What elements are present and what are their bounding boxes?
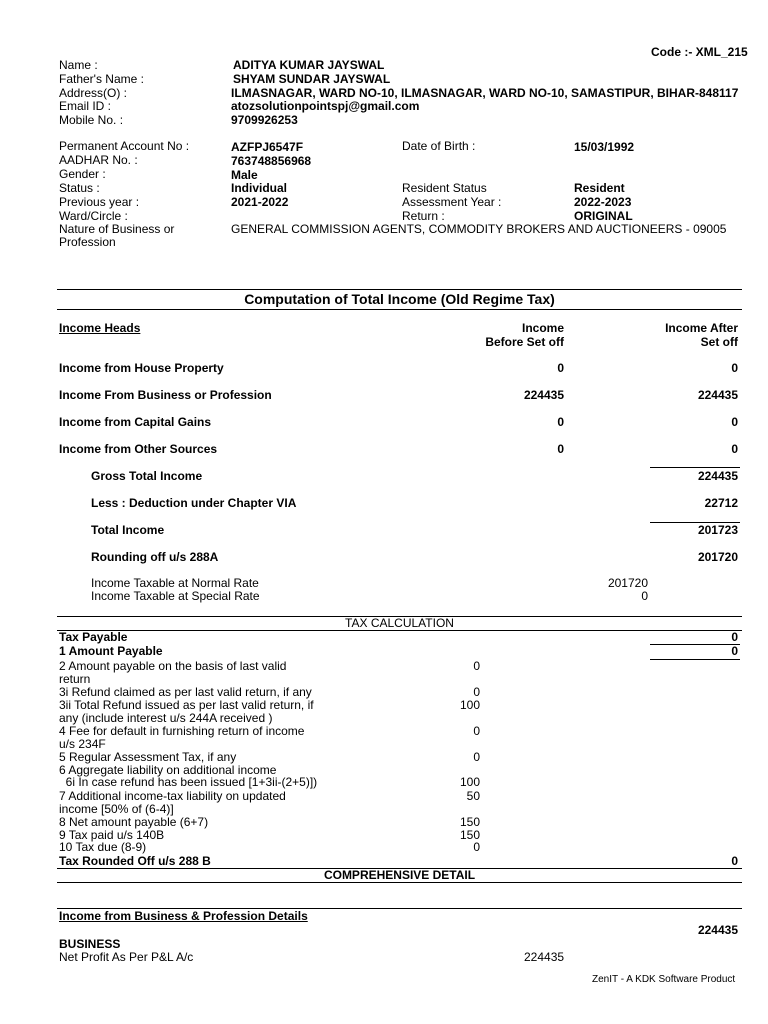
special-rate-value: 0 [641, 589, 648, 603]
ay-label: Assessment Year : [402, 195, 502, 209]
amount-payable-value: 0 [731, 644, 738, 658]
ward-label: Ward/Circle : [59, 209, 128, 223]
tax-item-value: 100 [459, 698, 480, 712]
nature-value: GENERAL COMMISSION AGENTS, COMMODITY BROKERS AND AUCTIONEERS - 09005 [231, 222, 727, 236]
tax-item-label: 5 Regular Assessment Tax, if any [59, 750, 237, 764]
pan-label: Permanent Account No : [59, 139, 190, 153]
tax-item-label: 10 Tax due (8-9) [59, 840, 147, 854]
tax-item-label: 7 Additional income-tax liability on updated income [50% of (6-4)] [59, 789, 286, 816]
resident-value: Resident [574, 181, 625, 195]
form-code: Code :- XML_215 [651, 45, 748, 59]
aadhar-label: AADHAR No. : [59, 153, 138, 167]
address-label: Address(O) : [59, 86, 128, 100]
father-value: SHYAM SUNDAR JAYSWAL [233, 72, 391, 86]
gti-value: 224435 [697, 469, 738, 483]
tax-calculation-title: TAX CALCULATION [345, 616, 454, 630]
status-value: Individual [231, 181, 288, 195]
business-label: BUSINESS [59, 937, 121, 951]
income-heads-header: Income Heads [59, 321, 141, 335]
income-row-after: 0 [731, 442, 738, 456]
sum-rule [650, 467, 740, 468]
dob-label: Date of Birth : [402, 139, 476, 153]
tax-item-label: 2 Amount payable on the basis of last valid return [59, 659, 287, 686]
tax-item-value: 150 [459, 828, 480, 842]
prev-year-label: Previous year : [59, 195, 140, 209]
income-row-before: 0 [557, 442, 564, 456]
tax-item-value: 0 [473, 685, 480, 699]
rounding-label: Rounding off u/s 288A [91, 550, 219, 564]
tax-item-label: 6 Aggregate liability on additional income [59, 763, 277, 777]
address-value: ILMASNAGAR, WARD NO-10, ILMASNAGAR, WARD NO-10, SAMASTIPUR, BIHAR-848117 [231, 86, 739, 100]
name-value: ADITYA KUMAR JAYSWAL [233, 58, 385, 72]
rule [57, 309, 742, 310]
normal-rate-value: 201720 [607, 576, 648, 590]
pan-value: AZFPJ6547F [231, 140, 304, 154]
gender-label: Gender : [59, 167, 106, 181]
tax-item-label: 6i In case refund has been issued [1+3ii-(2+5)]) [59, 775, 318, 789]
business-total: 224435 [697, 923, 738, 937]
tax-payable-label: Tax Payable [59, 630, 128, 644]
income-row-after: 224435 [697, 388, 738, 402]
resident-label: Resident Status [402, 181, 487, 195]
income-row-before: 0 [557, 415, 564, 429]
income-row-before: 224435 [523, 388, 564, 402]
col-before-header-2: Before Set off [485, 335, 564, 349]
tax-item-label: 3i Refund claimed as per last valid return, if any [59, 685, 312, 699]
nature-label: Nature of Business or Profession [59, 222, 175, 249]
income-row-after: 0 [731, 415, 738, 429]
aadhar-value: 763748856968 [231, 154, 312, 168]
sum-rule [650, 659, 740, 660]
col-after-header-1: Income After [665, 321, 738, 335]
rounding-value: 201720 [697, 550, 738, 564]
tax-payable-value: 0 [731, 630, 738, 644]
name-label: Name : [59, 58, 98, 72]
computation-title: Computation of Total Income (Old Regime Tax) [244, 291, 555, 307]
total-income-value: 201723 [697, 523, 738, 537]
rule [57, 882, 742, 883]
tax-item-value: 50 [466, 789, 480, 803]
status-label: Status : [59, 181, 100, 195]
tax-item-value: 0 [473, 750, 480, 764]
tax-item-value: 150 [459, 815, 480, 829]
tax-item-label: 9 Tax paid u/s 140B [59, 828, 165, 842]
col-before-header-1: Income [521, 321, 564, 335]
tax-rounded-label: Tax Rounded Off u/s 288 B [59, 854, 211, 868]
tax-item-label: 3ii Total Refund issued as per last valid return, if any (include interest u/s 244A received ) [59, 698, 314, 725]
deduction-value: 22712 [704, 496, 738, 510]
income-row-after: 0 [731, 361, 738, 375]
deduction-label: Less : Deduction under Chapter VIA [91, 496, 297, 510]
special-rate-label: Income Taxable at Special Rate [91, 589, 260, 603]
prev-year-value: 2021-2022 [231, 195, 289, 209]
normal-rate-label: Income Taxable at Normal Rate [91, 576, 259, 590]
return-label: Return : [402, 209, 445, 223]
tax-item-value: 0 [473, 659, 480, 673]
tax-item-label: 8 Net amount payable (6+7) [59, 815, 209, 829]
tax-item-value: 0 [473, 840, 480, 854]
tax-item-value: 100 [459, 775, 480, 789]
tax-item-value: 0 [473, 724, 480, 738]
father-label: Father's Name : [59, 72, 144, 86]
email-label: Email ID : [59, 99, 112, 113]
income-row-label: Income from Capital Gains [59, 415, 212, 429]
return-value: ORIGINAL [574, 209, 633, 223]
dob-value: 15/03/1992 [574, 140, 635, 154]
tax-item-label: 4 Fee for default in furnishing return of income u/s 234F [59, 724, 305, 751]
income-row-before: 0 [557, 361, 564, 375]
rule [57, 289, 742, 290]
net-profit-value: 224435 [524, 950, 565, 964]
gti-label: Gross Total Income [91, 469, 203, 483]
comprehensive-detail-title: COMPREHENSIVE DETAIL [323, 868, 476, 882]
total-income-label: Total Income [91, 523, 165, 537]
business-section-header: Income from Business & Profession Details [59, 909, 308, 923]
amount-payable-label: 1 Amount Payable [59, 644, 163, 658]
net-profit-label: Net Profit As Per P&L A/c [59, 950, 194, 964]
income-row-label: Income From Business or Profession [59, 388, 272, 402]
mobile-value: 9709926253 [231, 113, 298, 127]
email-value: atozsolutionpointspj@gmail.com [231, 99, 420, 113]
ay-value: 2022-2023 [574, 195, 632, 209]
tax-rounded-value: 0 [731, 854, 738, 868]
gender-value: Male [231, 168, 258, 182]
col-after-header-2: Set off [700, 335, 738, 349]
mobile-label: Mobile No. : [59, 113, 124, 127]
footer-product: ZenIT - A KDK Software Product [592, 974, 736, 985]
income-row-label: Income from House Property [59, 361, 224, 375]
income-row-label: Income from Other Sources [59, 442, 218, 456]
